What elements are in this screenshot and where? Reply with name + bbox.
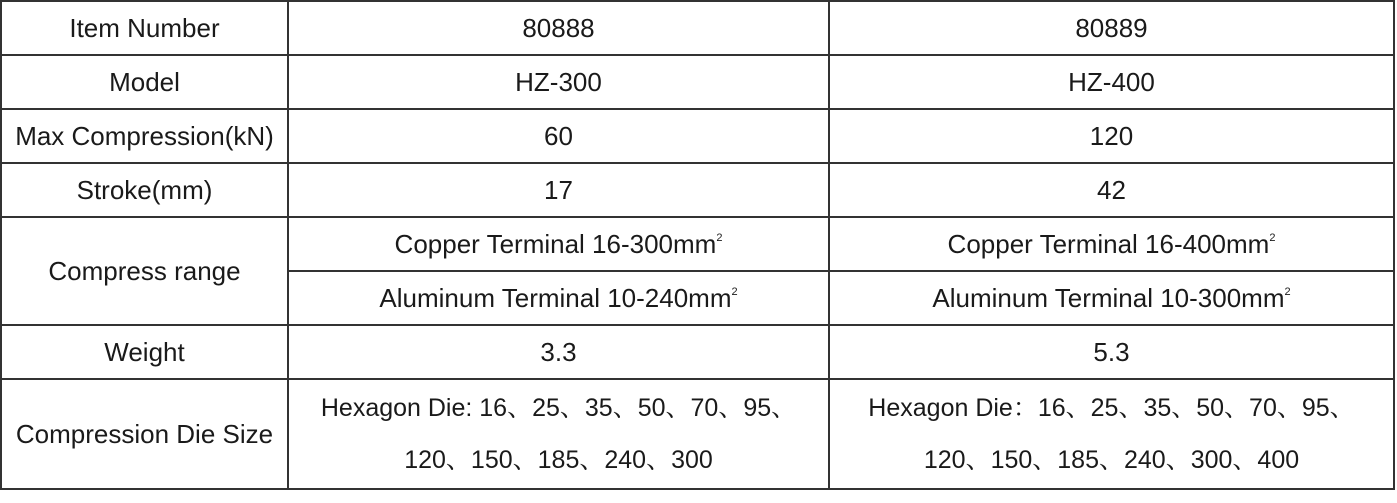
table-row xyxy=(1,55,1394,109)
table-row xyxy=(1,325,1394,379)
item-number-value: 80889 xyxy=(829,1,1394,55)
max-compression-label: Max Compression(kN) xyxy=(1,109,288,163)
item-number-label: Item Number xyxy=(1,1,288,55)
unit-superscript: 2 xyxy=(1269,231,1276,244)
aluminum-range-text: Aluminum Terminal 10-240mm xyxy=(379,282,732,313)
aluminum-range-value xyxy=(829,271,1394,325)
compress-range-label: Compress range xyxy=(1,217,288,325)
die-size-line: Hexagon Die: 16、25、35、50、70、95、 xyxy=(320,394,797,422)
model-value: HZ-400 xyxy=(829,55,1394,109)
table-row xyxy=(1,109,1394,163)
copper-range-value xyxy=(829,217,1394,271)
aluminum-range-text: Aluminum Terminal 10-300mm xyxy=(932,282,1285,313)
model-value: HZ-300 xyxy=(288,55,829,109)
unit-superscript: 2 xyxy=(731,285,738,298)
copper-range-value xyxy=(288,217,829,271)
table-row xyxy=(1,217,1394,271)
max-compression-value: 120 xyxy=(829,109,1394,163)
max-compression-value: 60 xyxy=(288,109,829,163)
stroke-value: 17 xyxy=(288,163,829,217)
copper-range-text: Copper Terminal 16-400mm xyxy=(947,228,1270,259)
stroke-label: Stroke(mm) xyxy=(1,163,288,217)
weight-value: 3.3 xyxy=(288,325,829,379)
die-size-value xyxy=(288,379,829,489)
model-label: Model xyxy=(1,55,288,109)
die-size-line: Hexagon Die：16、25、35、50、70、95、 xyxy=(868,394,1355,422)
die-size-line: 120、150、185、240、300 xyxy=(404,446,713,474)
die-size-line: 120、150、185、240、300、400 xyxy=(923,446,1300,474)
aluminum-range-value xyxy=(288,271,829,325)
stroke-value: 42 xyxy=(829,163,1394,217)
table-row xyxy=(1,163,1394,217)
unit-superscript: 2 xyxy=(1284,285,1291,298)
item-number-value: 80888 xyxy=(288,1,829,55)
table-row xyxy=(1,1,1394,55)
table-row xyxy=(1,379,1394,489)
unit-superscript: 2 xyxy=(716,231,723,244)
weight-value: 5.3 xyxy=(829,325,1394,379)
weight-label: Weight xyxy=(1,325,288,379)
die-size-label: Compression Die Size xyxy=(1,379,288,489)
copper-range-text: Copper Terminal 16-300mm xyxy=(394,228,717,259)
die-size-value xyxy=(829,379,1394,489)
